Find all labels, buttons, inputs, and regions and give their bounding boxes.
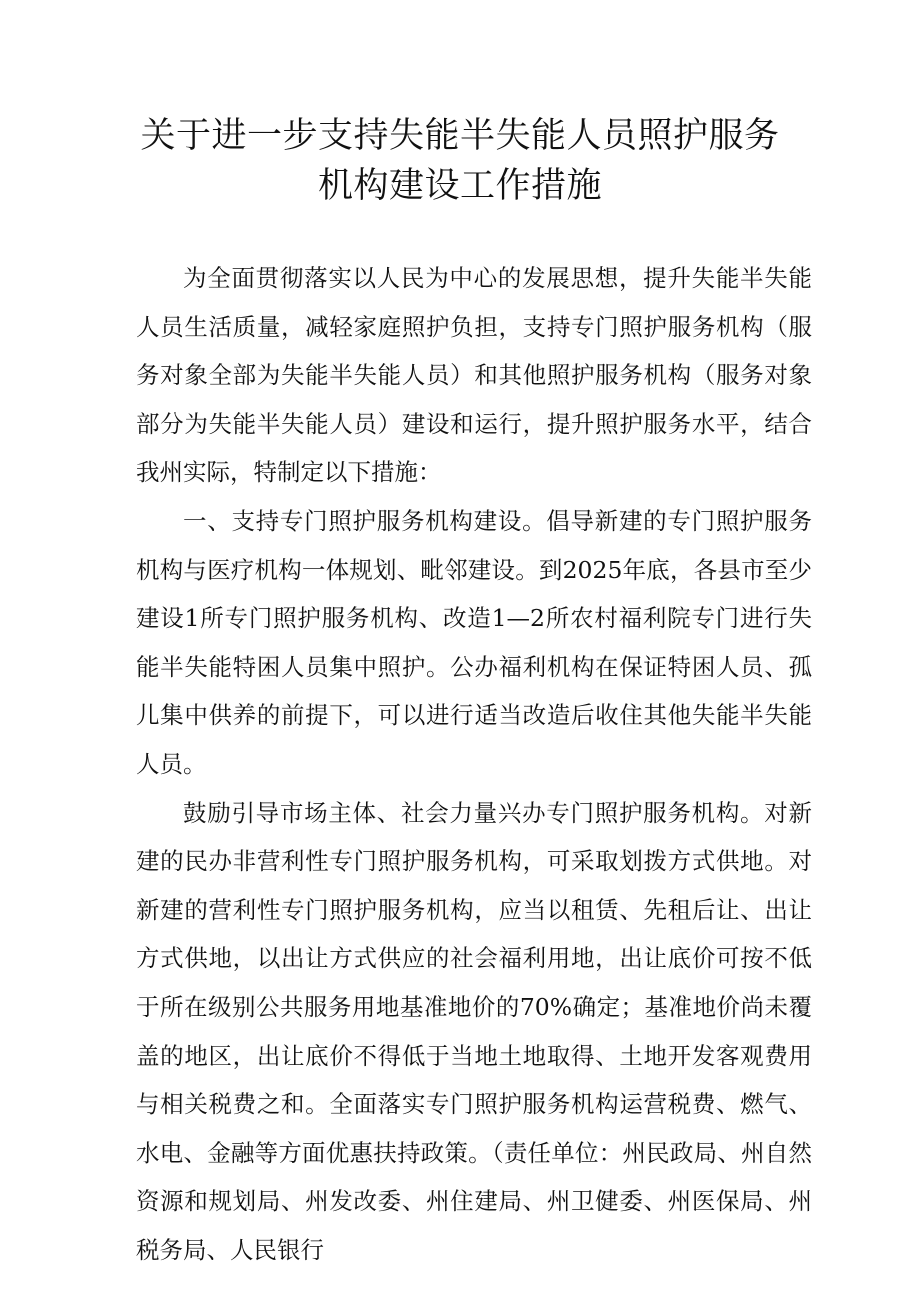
paragraph-section-1-detail: 鼓励引导市场主体、社会力量兴办专门照护服务机构。对新建的民办非营利性专门照护服务机构，可采取划拨方式供地。对新建的营利性专门照护服务机构，应当以租赁、先租后让、出让方式供地，以出让方式供应的社会福利用地，出让底价可按不低于所在级别公共服务用地基准地价的70%确定；基准地价尚未覆盖的地区，出让底价不得低于当地土地取得、土地开发客观费用与相关税费之和。全面落实专门照护服务机构运营税费、燃气、水电、金融等方面优惠扶持政策。（责任单位：州民政局、州自然资源和规划局、州发改委、州住建局、州卫健委、州医保局、州税务局、人民银行: [136, 798, 812, 1264]
document-body: [136, 254, 812, 1274]
paragraph-section-1: 一、支持专门照护服务机构建设。倡导新建的专门照护服务机构与医疗机构一体规划、毗邻建设。到2025年底，各县市至少建设1所专门照护服务机构、改造1—2所农村福利院专门进行失能半失能特困人员集中照护。公办福利机构在保证特困人员、孤儿集中供养的前提下，可以进行适当改造后收住其他失能半失能人员。: [136, 506, 812, 778]
paragraph-intro: 为全面贯彻落实以人民为中心的发展思想，提升失能半失能人员生活质量，减轻家庭照护负担，支持专门照护服务机构（服务对象全部为失能半失能人员）和其他照护服务机构（服务对象部分为失能半失能人员）建设和运行，提升照护服务水平，结合我州实际，特制定以下措施：: [136, 264, 812, 487]
document-title-line-1: 关于进一步支持失能半失能人员照护服务: [140, 116, 780, 156]
document-title-line-2: 机构建设工作措施: [317, 166, 602, 206]
